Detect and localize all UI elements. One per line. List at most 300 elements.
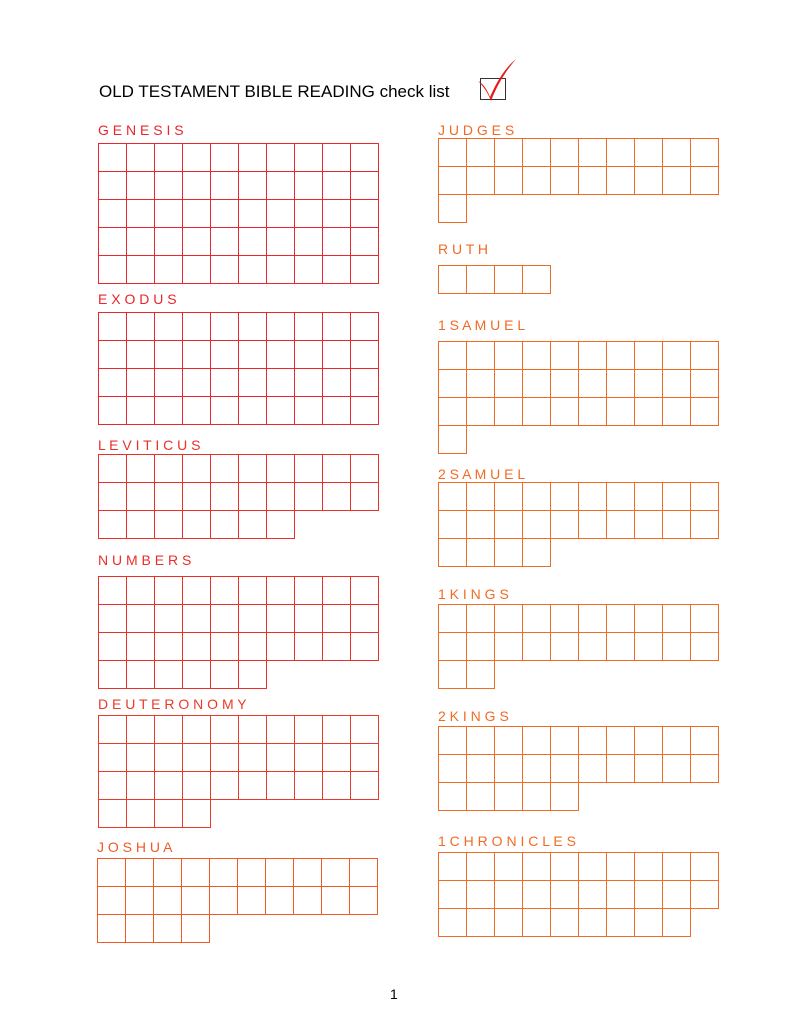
chapter-checkbox[interactable] bbox=[550, 726, 579, 755]
chapter-checkbox[interactable] bbox=[153, 914, 182, 943]
chapter-checkbox[interactable] bbox=[634, 482, 663, 511]
chapter-checkbox[interactable] bbox=[126, 660, 155, 689]
chapter-checkbox[interactable] bbox=[181, 858, 210, 887]
chapter-checkbox[interactable] bbox=[98, 771, 127, 800]
chapter-checkbox[interactable] bbox=[550, 632, 579, 661]
chapter-checkbox[interactable] bbox=[522, 754, 551, 783]
chapter-checkbox[interactable] bbox=[294, 143, 323, 172]
chapter-checkbox[interactable] bbox=[606, 397, 635, 426]
chapter-checkbox[interactable] bbox=[266, 340, 295, 369]
chapter-checkbox[interactable] bbox=[154, 171, 183, 200]
chapter-checkbox[interactable] bbox=[350, 255, 379, 284]
chapter-checkbox[interactable] bbox=[294, 199, 323, 228]
chapter-checkbox[interactable] bbox=[238, 396, 267, 425]
chapter-checkbox[interactable] bbox=[293, 886, 322, 915]
chapter-checkbox[interactable] bbox=[210, 227, 239, 256]
chapter-checkbox[interactable] bbox=[350, 482, 379, 511]
chapter-checkbox[interactable] bbox=[322, 199, 351, 228]
chapter-checkbox[interactable] bbox=[126, 340, 155, 369]
chapter-checkbox[interactable] bbox=[690, 166, 719, 195]
chapter-checkbox[interactable] bbox=[349, 886, 378, 915]
chapter-checkbox[interactable] bbox=[578, 166, 607, 195]
chapter-checkbox[interactable] bbox=[606, 880, 635, 909]
chapter-checkbox[interactable] bbox=[322, 454, 351, 483]
chapter-checkbox[interactable] bbox=[182, 510, 211, 539]
chapter-checkbox[interactable] bbox=[294, 604, 323, 633]
chapter-checkbox[interactable] bbox=[350, 771, 379, 800]
chapter-checkbox[interactable] bbox=[154, 255, 183, 284]
chapter-checkbox[interactable] bbox=[322, 312, 351, 341]
chapter-checkbox[interactable] bbox=[266, 227, 295, 256]
chapter-checkbox[interactable] bbox=[98, 632, 127, 661]
chapter-checkbox[interactable] bbox=[126, 312, 155, 341]
chapter-checkbox[interactable] bbox=[294, 576, 323, 605]
chapter-checkbox[interactable] bbox=[438, 908, 467, 937]
chapter-checkbox[interactable] bbox=[294, 396, 323, 425]
chapter-checkbox[interactable] bbox=[466, 369, 495, 398]
chapter-checkbox[interactable] bbox=[126, 771, 155, 800]
chapter-checkbox[interactable] bbox=[182, 799, 211, 828]
chapter-checkbox[interactable] bbox=[522, 369, 551, 398]
chapter-checkbox[interactable] bbox=[494, 538, 523, 567]
chapter-checkbox[interactable] bbox=[154, 199, 183, 228]
chapter-checkbox[interactable] bbox=[550, 510, 579, 539]
chapter-checkbox[interactable] bbox=[466, 341, 495, 370]
chapter-checkbox[interactable] bbox=[438, 880, 467, 909]
chapter-checkbox[interactable] bbox=[350, 312, 379, 341]
chapter-checkbox[interactable] bbox=[210, 454, 239, 483]
chapter-checkbox[interactable] bbox=[494, 908, 523, 937]
chapter-checkbox[interactable] bbox=[438, 632, 467, 661]
chapter-checkbox[interactable] bbox=[210, 368, 239, 397]
chapter-checkbox[interactable] bbox=[322, 396, 351, 425]
chapter-checkbox[interactable] bbox=[494, 726, 523, 755]
chapter-checkbox[interactable] bbox=[98, 227, 127, 256]
chapter-checkbox[interactable] bbox=[578, 482, 607, 511]
chapter-checkbox[interactable] bbox=[494, 397, 523, 426]
chapter-checkbox[interactable] bbox=[97, 914, 126, 943]
chapter-checkbox[interactable] bbox=[98, 199, 127, 228]
chapter-checkbox[interactable] bbox=[634, 726, 663, 755]
chapter-checkbox[interactable] bbox=[634, 341, 663, 370]
chapter-checkbox[interactable] bbox=[606, 632, 635, 661]
chapter-checkbox[interactable] bbox=[522, 632, 551, 661]
chapter-checkbox[interactable] bbox=[438, 726, 467, 755]
chapter-checkbox[interactable] bbox=[210, 576, 239, 605]
chapter-checkbox[interactable] bbox=[438, 341, 467, 370]
chapter-checkbox[interactable] bbox=[238, 510, 267, 539]
chapter-checkbox[interactable] bbox=[182, 143, 211, 172]
chapter-checkbox[interactable] bbox=[438, 754, 467, 783]
chapter-checkbox[interactable] bbox=[522, 510, 551, 539]
chapter-checkbox[interactable] bbox=[266, 510, 295, 539]
chapter-checkbox[interactable] bbox=[322, 715, 351, 744]
chapter-checkbox[interactable] bbox=[182, 632, 211, 661]
chapter-checkbox[interactable] bbox=[466, 908, 495, 937]
chapter-checkbox[interactable] bbox=[550, 138, 579, 167]
chapter-checkbox[interactable] bbox=[238, 482, 267, 511]
chapter-checkbox[interactable] bbox=[494, 852, 523, 881]
chapter-checkbox[interactable] bbox=[550, 482, 579, 511]
chapter-checkbox[interactable] bbox=[154, 604, 183, 633]
chapter-checkbox[interactable] bbox=[238, 604, 267, 633]
chapter-checkbox[interactable] bbox=[238, 255, 267, 284]
chapter-checkbox[interactable] bbox=[494, 138, 523, 167]
chapter-checkbox[interactable] bbox=[182, 576, 211, 605]
chapter-checkbox[interactable] bbox=[662, 604, 691, 633]
chapter-checkbox[interactable] bbox=[634, 166, 663, 195]
chapter-checkbox[interactable] bbox=[466, 482, 495, 511]
chapter-checkbox[interactable] bbox=[522, 482, 551, 511]
chapter-checkbox[interactable] bbox=[466, 138, 495, 167]
chapter-checkbox[interactable] bbox=[322, 771, 351, 800]
chapter-checkbox[interactable] bbox=[438, 782, 467, 811]
chapter-checkbox[interactable] bbox=[126, 799, 155, 828]
chapter-checkbox[interactable] bbox=[126, 510, 155, 539]
chapter-checkbox[interactable] bbox=[238, 771, 267, 800]
chapter-checkbox[interactable] bbox=[126, 454, 155, 483]
chapter-checkbox[interactable] bbox=[322, 604, 351, 633]
chapter-checkbox[interactable] bbox=[182, 255, 211, 284]
chapter-checkbox[interactable] bbox=[550, 880, 579, 909]
chapter-checkbox[interactable] bbox=[238, 743, 267, 772]
chapter-checkbox[interactable] bbox=[154, 510, 183, 539]
chapter-checkbox[interactable] bbox=[210, 510, 239, 539]
chapter-checkbox[interactable] bbox=[690, 632, 719, 661]
chapter-checkbox[interactable] bbox=[466, 782, 495, 811]
chapter-checkbox[interactable] bbox=[266, 312, 295, 341]
chapter-checkbox[interactable] bbox=[578, 754, 607, 783]
chapter-checkbox[interactable] bbox=[494, 482, 523, 511]
chapter-checkbox[interactable] bbox=[466, 632, 495, 661]
chapter-checkbox[interactable] bbox=[238, 340, 267, 369]
chapter-checkbox[interactable] bbox=[126, 143, 155, 172]
chapter-checkbox[interactable] bbox=[606, 604, 635, 633]
chapter-checkbox[interactable] bbox=[126, 576, 155, 605]
chapter-checkbox[interactable] bbox=[522, 538, 551, 567]
chapter-checkbox[interactable] bbox=[98, 482, 127, 511]
chapter-checkbox[interactable] bbox=[550, 908, 579, 937]
chapter-checkbox[interactable] bbox=[210, 199, 239, 228]
chapter-checkbox[interactable] bbox=[578, 880, 607, 909]
chapter-checkbox[interactable] bbox=[662, 482, 691, 511]
chapter-checkbox[interactable] bbox=[153, 886, 182, 915]
chapter-checkbox[interactable] bbox=[466, 726, 495, 755]
chapter-checkbox[interactable] bbox=[690, 397, 719, 426]
chapter-checkbox[interactable] bbox=[181, 914, 210, 943]
chapter-checkbox[interactable] bbox=[294, 340, 323, 369]
chapter-checkbox[interactable] bbox=[662, 341, 691, 370]
chapter-checkbox[interactable] bbox=[690, 604, 719, 633]
chapter-checkbox[interactable] bbox=[350, 396, 379, 425]
chapter-checkbox[interactable] bbox=[154, 660, 183, 689]
chapter-checkbox[interactable] bbox=[97, 886, 126, 915]
chapter-checkbox[interactable] bbox=[238, 143, 267, 172]
chapter-checkbox[interactable] bbox=[438, 138, 467, 167]
chapter-checkbox[interactable] bbox=[578, 726, 607, 755]
chapter-checkbox[interactable] bbox=[154, 632, 183, 661]
chapter-checkbox[interactable] bbox=[494, 510, 523, 539]
chapter-checkbox[interactable] bbox=[294, 171, 323, 200]
chapter-checkbox[interactable] bbox=[662, 166, 691, 195]
chapter-checkbox[interactable] bbox=[238, 454, 267, 483]
chapter-checkbox[interactable] bbox=[209, 858, 238, 887]
chapter-checkbox[interactable] bbox=[126, 227, 155, 256]
chapter-checkbox[interactable] bbox=[210, 482, 239, 511]
chapter-checkbox[interactable] bbox=[294, 743, 323, 772]
chapter-checkbox[interactable] bbox=[182, 660, 211, 689]
chapter-checkbox[interactable] bbox=[522, 726, 551, 755]
chapter-checkbox[interactable] bbox=[494, 166, 523, 195]
chapter-checkbox[interactable] bbox=[98, 396, 127, 425]
chapter-checkbox[interactable] bbox=[662, 852, 691, 881]
chapter-checkbox[interactable] bbox=[294, 482, 323, 511]
chapter-checkbox[interactable] bbox=[294, 715, 323, 744]
chapter-checkbox[interactable] bbox=[210, 171, 239, 200]
chapter-checkbox[interactable] bbox=[350, 715, 379, 744]
chapter-checkbox[interactable] bbox=[294, 255, 323, 284]
chapter-checkbox[interactable] bbox=[466, 754, 495, 783]
chapter-checkbox[interactable] bbox=[606, 754, 635, 783]
chapter-checkbox[interactable] bbox=[550, 852, 579, 881]
chapter-checkbox[interactable] bbox=[266, 255, 295, 284]
chapter-checkbox[interactable] bbox=[494, 632, 523, 661]
chapter-checkbox[interactable] bbox=[126, 199, 155, 228]
chapter-checkbox[interactable] bbox=[182, 715, 211, 744]
chapter-checkbox[interactable] bbox=[154, 482, 183, 511]
chapter-checkbox[interactable] bbox=[97, 858, 126, 887]
chapter-checkbox[interactable] bbox=[606, 482, 635, 511]
chapter-checkbox[interactable] bbox=[322, 143, 351, 172]
chapter-checkbox[interactable] bbox=[466, 510, 495, 539]
chapter-checkbox[interactable] bbox=[266, 368, 295, 397]
chapter-checkbox[interactable] bbox=[238, 660, 267, 689]
chapter-checkbox[interactable] bbox=[350, 454, 379, 483]
chapter-checkbox[interactable] bbox=[578, 397, 607, 426]
chapter-checkbox[interactable] bbox=[126, 482, 155, 511]
chapter-checkbox[interactable] bbox=[350, 368, 379, 397]
chapter-checkbox[interactable] bbox=[438, 369, 467, 398]
chapter-checkbox[interactable] bbox=[438, 852, 467, 881]
chapter-checkbox[interactable] bbox=[266, 482, 295, 511]
chapter-checkbox[interactable] bbox=[350, 604, 379, 633]
chapter-checkbox[interactable] bbox=[98, 143, 127, 172]
chapter-checkbox[interactable] bbox=[522, 138, 551, 167]
chapter-checkbox[interactable] bbox=[98, 604, 127, 633]
chapter-checkbox[interactable] bbox=[662, 632, 691, 661]
chapter-checkbox[interactable] bbox=[210, 340, 239, 369]
chapter-checkbox[interactable] bbox=[154, 312, 183, 341]
chapter-checkbox[interactable] bbox=[181, 886, 210, 915]
chapter-checkbox[interactable] bbox=[266, 715, 295, 744]
chapter-checkbox[interactable] bbox=[350, 632, 379, 661]
chapter-checkbox[interactable] bbox=[578, 908, 607, 937]
chapter-checkbox[interactable] bbox=[266, 171, 295, 200]
chapter-checkbox[interactable] bbox=[350, 340, 379, 369]
chapter-checkbox[interactable] bbox=[606, 138, 635, 167]
chapter-checkbox[interactable] bbox=[322, 743, 351, 772]
chapter-checkbox[interactable] bbox=[350, 199, 379, 228]
chapter-checkbox[interactable] bbox=[634, 852, 663, 881]
chapter-checkbox[interactable] bbox=[690, 369, 719, 398]
chapter-checkbox[interactable] bbox=[238, 171, 267, 200]
chapter-checkbox[interactable] bbox=[210, 715, 239, 744]
chapter-checkbox[interactable] bbox=[210, 143, 239, 172]
chapter-checkbox[interactable] bbox=[550, 397, 579, 426]
chapter-checkbox[interactable] bbox=[322, 632, 351, 661]
chapter-checkbox[interactable] bbox=[98, 715, 127, 744]
chapter-checkbox[interactable] bbox=[294, 632, 323, 661]
chapter-checkbox[interactable] bbox=[125, 914, 154, 943]
chapter-checkbox[interactable] bbox=[522, 604, 551, 633]
chapter-checkbox[interactable] bbox=[182, 368, 211, 397]
chapter-checkbox[interactable] bbox=[350, 743, 379, 772]
chapter-checkbox[interactable] bbox=[690, 754, 719, 783]
chapter-checkbox[interactable] bbox=[98, 454, 127, 483]
chapter-checkbox[interactable] bbox=[438, 482, 467, 511]
chapter-checkbox[interactable] bbox=[522, 397, 551, 426]
chapter-checkbox[interactable] bbox=[126, 171, 155, 200]
chapter-checkbox[interactable] bbox=[182, 454, 211, 483]
chapter-checkbox[interactable] bbox=[662, 754, 691, 783]
chapter-checkbox[interactable] bbox=[578, 510, 607, 539]
chapter-checkbox[interactable] bbox=[182, 312, 211, 341]
chapter-checkbox[interactable] bbox=[634, 510, 663, 539]
chapter-checkbox[interactable] bbox=[182, 340, 211, 369]
chapter-checkbox[interactable] bbox=[98, 312, 127, 341]
chapter-checkbox[interactable] bbox=[438, 538, 467, 567]
chapter-checkbox[interactable] bbox=[321, 886, 350, 915]
chapter-checkbox[interactable] bbox=[494, 604, 523, 633]
chapter-checkbox[interactable] bbox=[210, 771, 239, 800]
chapter-checkbox[interactable] bbox=[154, 227, 183, 256]
chapter-checkbox[interactable] bbox=[210, 632, 239, 661]
chapter-checkbox[interactable] bbox=[578, 341, 607, 370]
chapter-checkbox[interactable] bbox=[210, 312, 239, 341]
chapter-checkbox[interactable] bbox=[522, 166, 551, 195]
chapter-checkbox[interactable] bbox=[466, 880, 495, 909]
chapter-checkbox[interactable] bbox=[634, 397, 663, 426]
chapter-checkbox[interactable] bbox=[550, 782, 579, 811]
chapter-checkbox[interactable] bbox=[98, 510, 127, 539]
chapter-checkbox[interactable] bbox=[578, 632, 607, 661]
chapter-checkbox[interactable] bbox=[238, 715, 267, 744]
chapter-checkbox[interactable] bbox=[265, 886, 294, 915]
chapter-checkbox[interactable] bbox=[606, 726, 635, 755]
chapter-checkbox[interactable] bbox=[690, 726, 719, 755]
chapter-checkbox[interactable] bbox=[662, 880, 691, 909]
chapter-checkbox[interactable] bbox=[662, 908, 691, 937]
chapter-checkbox[interactable] bbox=[438, 194, 467, 223]
chapter-checkbox[interactable] bbox=[294, 368, 323, 397]
chapter-checkbox[interactable] bbox=[606, 341, 635, 370]
chapter-checkbox[interactable] bbox=[154, 143, 183, 172]
chapter-checkbox[interactable] bbox=[350, 227, 379, 256]
chapter-checkbox[interactable] bbox=[690, 341, 719, 370]
chapter-checkbox[interactable] bbox=[126, 743, 155, 772]
chapter-checkbox[interactable] bbox=[98, 368, 127, 397]
chapter-checkbox[interactable] bbox=[266, 396, 295, 425]
chapter-checkbox[interactable] bbox=[438, 425, 467, 454]
chapter-checkbox[interactable] bbox=[210, 660, 239, 689]
chapter-checkbox[interactable] bbox=[210, 255, 239, 284]
chapter-checkbox[interactable] bbox=[126, 368, 155, 397]
chapter-checkbox[interactable] bbox=[210, 396, 239, 425]
chapter-checkbox[interactable] bbox=[182, 396, 211, 425]
chapter-checkbox[interactable] bbox=[294, 227, 323, 256]
chapter-checkbox[interactable] bbox=[294, 312, 323, 341]
chapter-checkbox[interactable] bbox=[466, 397, 495, 426]
chapter-checkbox[interactable] bbox=[522, 341, 551, 370]
chapter-checkbox[interactable] bbox=[550, 166, 579, 195]
chapter-checkbox[interactable] bbox=[322, 171, 351, 200]
chapter-checkbox[interactable] bbox=[125, 858, 154, 887]
chapter-checkbox[interactable] bbox=[550, 754, 579, 783]
chapter-checkbox[interactable] bbox=[522, 880, 551, 909]
chapter-checkbox[interactable] bbox=[294, 454, 323, 483]
chapter-checkbox[interactable] bbox=[210, 604, 239, 633]
chapter-checkbox[interactable] bbox=[578, 138, 607, 167]
chapter-checkbox[interactable] bbox=[237, 858, 266, 887]
chapter-checkbox[interactable] bbox=[182, 199, 211, 228]
chapter-checkbox[interactable] bbox=[662, 726, 691, 755]
chapter-checkbox[interactable] bbox=[466, 604, 495, 633]
chapter-checkbox[interactable] bbox=[634, 880, 663, 909]
chapter-checkbox[interactable] bbox=[126, 396, 155, 425]
chapter-checkbox[interactable] bbox=[578, 604, 607, 633]
chapter-checkbox[interactable] bbox=[690, 852, 719, 881]
chapter-checkbox[interactable] bbox=[438, 397, 467, 426]
chapter-checkbox[interactable] bbox=[690, 510, 719, 539]
chapter-checkbox[interactable] bbox=[266, 576, 295, 605]
chapter-checkbox[interactable] bbox=[126, 255, 155, 284]
chapter-checkbox[interactable] bbox=[322, 482, 351, 511]
chapter-checkbox[interactable] bbox=[126, 604, 155, 633]
chapter-checkbox[interactable] bbox=[293, 858, 322, 887]
chapter-checkbox[interactable] bbox=[322, 340, 351, 369]
chapter-checkbox[interactable] bbox=[154, 368, 183, 397]
chapter-checkbox[interactable] bbox=[98, 576, 127, 605]
chapter-checkbox[interactable] bbox=[322, 255, 351, 284]
chapter-checkbox[interactable] bbox=[606, 369, 635, 398]
chapter-checkbox[interactable] bbox=[522, 265, 551, 294]
chapter-checkbox[interactable] bbox=[606, 852, 635, 881]
chapter-checkbox[interactable] bbox=[522, 782, 551, 811]
chapter-checkbox[interactable] bbox=[237, 886, 266, 915]
chapter-checkbox[interactable] bbox=[126, 632, 155, 661]
chapter-checkbox[interactable] bbox=[266, 632, 295, 661]
chapter-checkbox[interactable] bbox=[494, 880, 523, 909]
chapter-checkbox[interactable] bbox=[238, 632, 267, 661]
chapter-checkbox[interactable] bbox=[182, 604, 211, 633]
chapter-checkbox[interactable] bbox=[690, 138, 719, 167]
chapter-checkbox[interactable] bbox=[662, 138, 691, 167]
chapter-checkbox[interactable] bbox=[634, 908, 663, 937]
chapter-checkbox[interactable] bbox=[634, 604, 663, 633]
chapter-checkbox[interactable] bbox=[182, 227, 211, 256]
chapter-checkbox[interactable] bbox=[238, 227, 267, 256]
chapter-checkbox[interactable] bbox=[494, 341, 523, 370]
chapter-checkbox[interactable] bbox=[634, 632, 663, 661]
chapter-checkbox[interactable] bbox=[154, 799, 183, 828]
chapter-checkbox[interactable] bbox=[266, 454, 295, 483]
chapter-checkbox[interactable] bbox=[606, 510, 635, 539]
chapter-checkbox[interactable] bbox=[550, 369, 579, 398]
chapter-checkbox[interactable] bbox=[522, 908, 551, 937]
chapter-checkbox[interactable] bbox=[662, 369, 691, 398]
chapter-checkbox[interactable] bbox=[634, 138, 663, 167]
chapter-checkbox[interactable] bbox=[522, 852, 551, 881]
